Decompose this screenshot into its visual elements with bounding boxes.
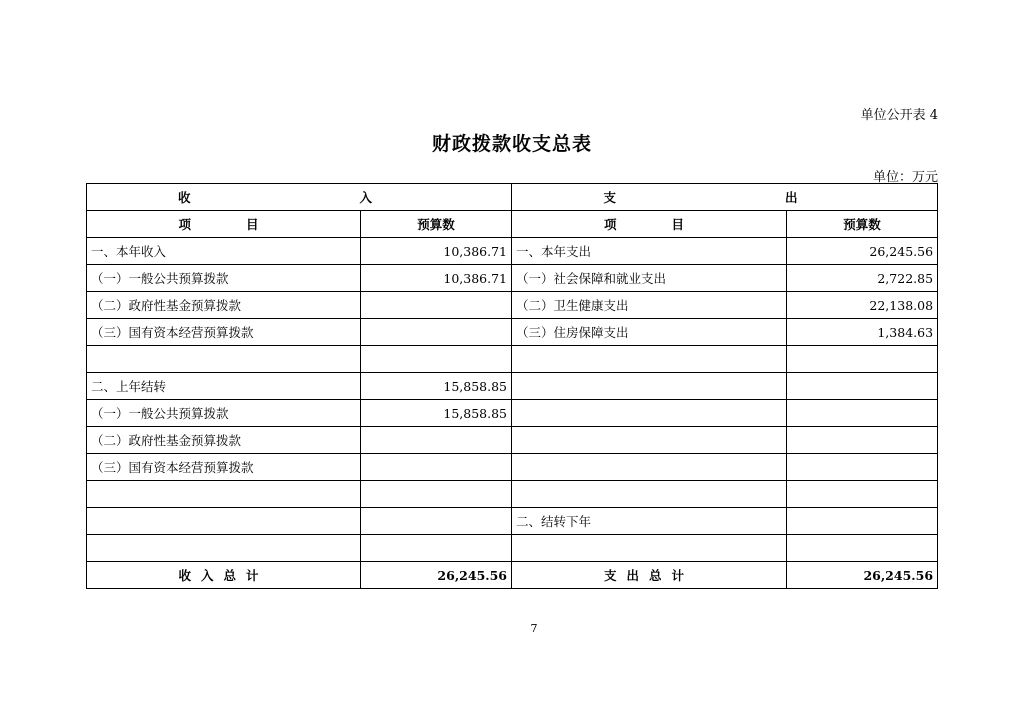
income-amount-cell: 10,386.71 — [361, 265, 512, 292]
unit-label: 单位：万元 — [872, 170, 938, 185]
expense-item-cell: 一、本年支出 — [512, 238, 787, 265]
expense-item-cell — [512, 427, 787, 454]
expense-amount-cell — [787, 454, 938, 481]
expense-item-cell — [512, 400, 787, 427]
income-item-cell: （三）国有资本经营预算拨款 — [87, 454, 361, 481]
income-item-cell: （二）政府性基金预算拨款 — [87, 292, 361, 319]
expense-amount-cell — [787, 427, 938, 454]
expense-item-cell — [512, 535, 787, 562]
table-row — [87, 481, 938, 508]
expense-amount-cell: 1,384.63 — [787, 319, 938, 346]
table-subheader-row — [87, 211, 938, 238]
table-row — [87, 292, 938, 319]
totals-row — [87, 562, 938, 589]
expense-item-cell: （三）住房保障支出 — [512, 319, 787, 346]
appropriation-summary-table — [86, 183, 938, 589]
expense-amount-cell: 22,138.08 — [787, 292, 938, 319]
table-row — [87, 454, 938, 481]
expense-item-cell — [512, 346, 787, 373]
expense-amount-cell — [787, 508, 938, 535]
table-row — [87, 346, 938, 373]
page-number: 7 — [530, 622, 538, 635]
expense-amount-cell: 2,722.85 — [787, 265, 938, 292]
expense-item-cell — [512, 481, 787, 508]
table-row — [87, 400, 938, 427]
income-amount-cell — [361, 454, 512, 481]
table-row — [87, 535, 938, 562]
income-item-cell: （三）国有资本经营预算拨款 — [87, 319, 361, 346]
income-item-cell — [87, 481, 361, 508]
table-row — [87, 427, 938, 454]
expense-amount-cell — [787, 481, 938, 508]
income-amount-cell: 15,858.85 — [361, 400, 512, 427]
income-item-cell: （二）政府性基金预算拨款 — [87, 427, 361, 454]
expense-item-cell: （一）社会保障和就业支出 — [512, 265, 787, 292]
income-item-cell: （一）一般公共预算拨款 — [87, 265, 361, 292]
table-row — [87, 265, 938, 292]
income-amount-cell — [361, 481, 512, 508]
income-budget-header: 预算数 — [361, 211, 512, 238]
page-title: 财政拨款收支总表 — [431, 133, 592, 155]
income-section-header: 收 入 — [87, 184, 512, 211]
expense-amount-cell — [787, 535, 938, 562]
income-item-header: 项 目 — [87, 211, 361, 238]
expense-total-label: 支出总计 — [512, 562, 787, 589]
expense-total-amount: 26,245.56 — [787, 562, 938, 589]
income-amount-cell: 10,386.71 — [361, 238, 512, 265]
income-amount-cell — [361, 346, 512, 373]
income-item-cell — [87, 508, 361, 535]
expense-amount-cell — [787, 346, 938, 373]
expense-section-header: 支 出 — [512, 184, 938, 211]
income-total-amount: 26,245.56 — [361, 562, 512, 589]
income-item-cell — [87, 346, 361, 373]
expense-item-cell — [512, 454, 787, 481]
income-item-cell — [87, 535, 361, 562]
expense-item-header: 项 目 — [512, 211, 787, 238]
expense-amount-cell: 26,245.56 — [787, 238, 938, 265]
table-number-label: 单位公开表 4 — [860, 108, 938, 123]
income-item-cell: 二、上年结转 — [87, 373, 361, 400]
income-amount-cell — [361, 535, 512, 562]
expense-amount-cell — [787, 400, 938, 427]
expense-item-cell — [512, 373, 787, 400]
income-amount-cell — [361, 427, 512, 454]
income-item-cell: （一）一般公共预算拨款 — [87, 400, 361, 427]
table-row — [87, 373, 938, 400]
table-header-row — [87, 184, 938, 211]
expense-budget-header: 预算数 — [787, 211, 938, 238]
table-row — [87, 238, 938, 265]
income-amount-cell — [361, 292, 512, 319]
table-row — [87, 319, 938, 346]
expense-item-cell: （二）卫生健康支出 — [512, 292, 787, 319]
expense-item-cell: 二、结转下年 — [512, 508, 787, 535]
income-amount-cell: 15,858.85 — [361, 373, 512, 400]
income-item-cell: 一、本年收入 — [87, 238, 361, 265]
income-amount-cell — [361, 508, 512, 535]
table-body — [87, 238, 938, 562]
expense-amount-cell — [787, 373, 938, 400]
income-amount-cell — [361, 319, 512, 346]
table-row — [87, 508, 938, 535]
income-total-label: 收入总计 — [87, 562, 361, 589]
